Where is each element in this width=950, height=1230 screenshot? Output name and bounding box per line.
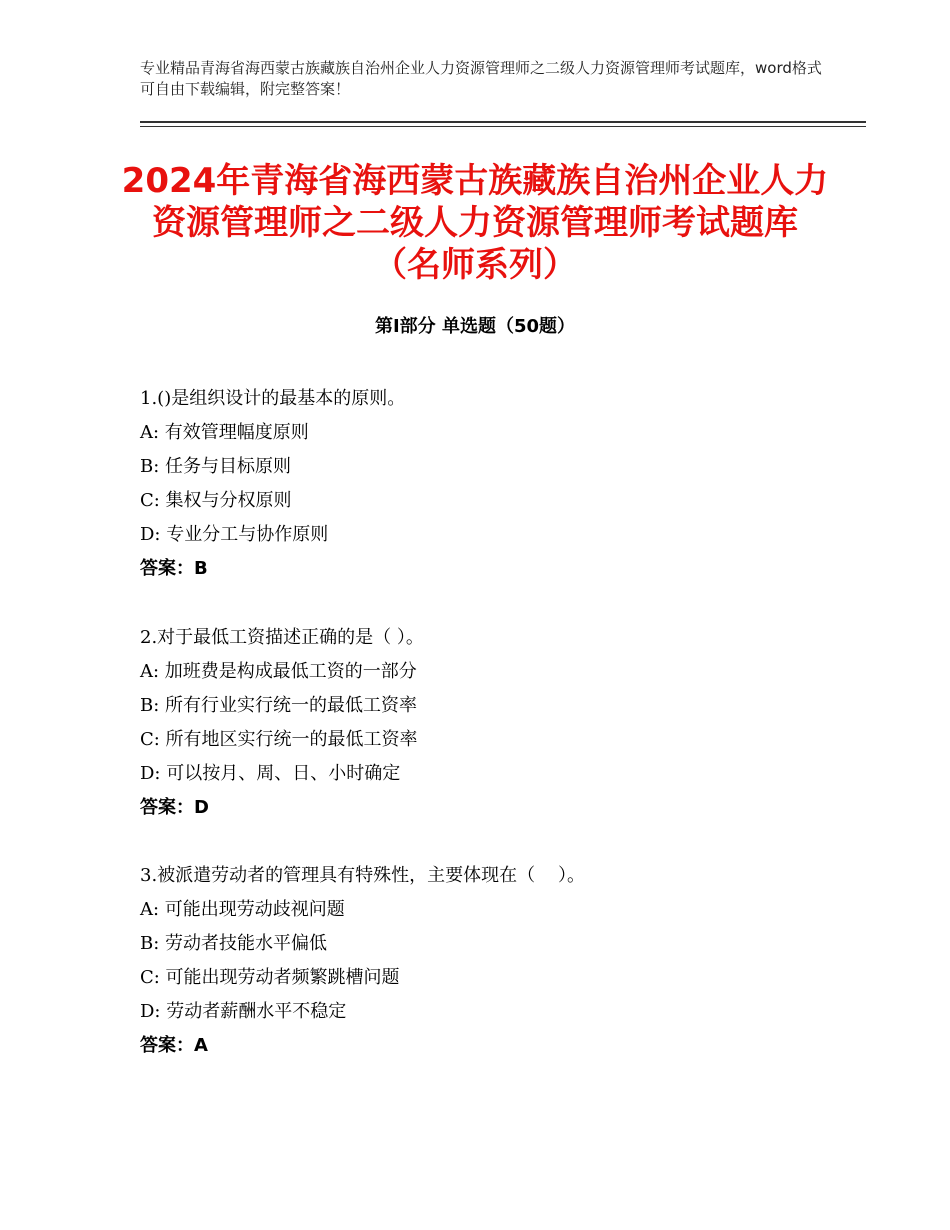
section-title: 第Ⅰ部分 单选题（50题） xyxy=(374,316,575,337)
answer-label: 答案：A xyxy=(140,1035,208,1056)
option-d: D: 可以按月、周、日、小时确定 xyxy=(140,763,401,784)
document-title: 2024年青海省海西蒙古族藏族自治州企业人力资源管理师之二级人力资源管理师考试题库（名师系列） xyxy=(121,161,829,285)
question-block xyxy=(140,382,840,586)
header-divider-thick xyxy=(140,121,866,123)
option-a: A: 有效管理幅度原则 xyxy=(140,422,309,443)
option-d: D: 专业分工与协作原则 xyxy=(140,524,329,545)
option-a: A: 可能出现劳动歧视问题 xyxy=(140,899,345,920)
option-c: C: 可能出现劳动者频繁跳槽问题 xyxy=(140,967,400,988)
option-a: A: 加班费是构成最低工资的一部分 xyxy=(140,661,417,682)
option-b: B: 劳动者技能水平偏低 xyxy=(140,933,328,954)
answer-label: 答案：B xyxy=(140,558,208,579)
option-b: B: 所有行业实行统一的最低工资率 xyxy=(140,695,418,716)
question-stem: 1.()是组织设计的最基本的原则。 xyxy=(140,388,406,409)
option-c: C: 所有地区实行统一的最低工资率 xyxy=(140,729,418,750)
header-divider-thin xyxy=(140,126,866,127)
option-d: D: 劳动者薪酬水平不稳定 xyxy=(140,1001,347,1022)
answer-label: 答案：D xyxy=(140,797,209,818)
question-stem: 3.被派遣劳动者的管理具有特殊性，主要体现在（ ）。 xyxy=(140,865,586,886)
question-block xyxy=(140,859,840,1063)
header-note: 专业精品青海省海西蒙古族藏族自治州企业人力资源管理师之二级人力资源管理师考试题库，word格式可自由下载编辑，附完整答案！ xyxy=(140,59,822,98)
option-b: B: 任务与目标原则 xyxy=(140,456,292,477)
option-c: C: 集权与分权原则 xyxy=(140,490,292,511)
question-stem: 2.对于最低工资描述正确的是（ ）。 xyxy=(140,627,424,648)
question-block xyxy=(140,621,840,825)
